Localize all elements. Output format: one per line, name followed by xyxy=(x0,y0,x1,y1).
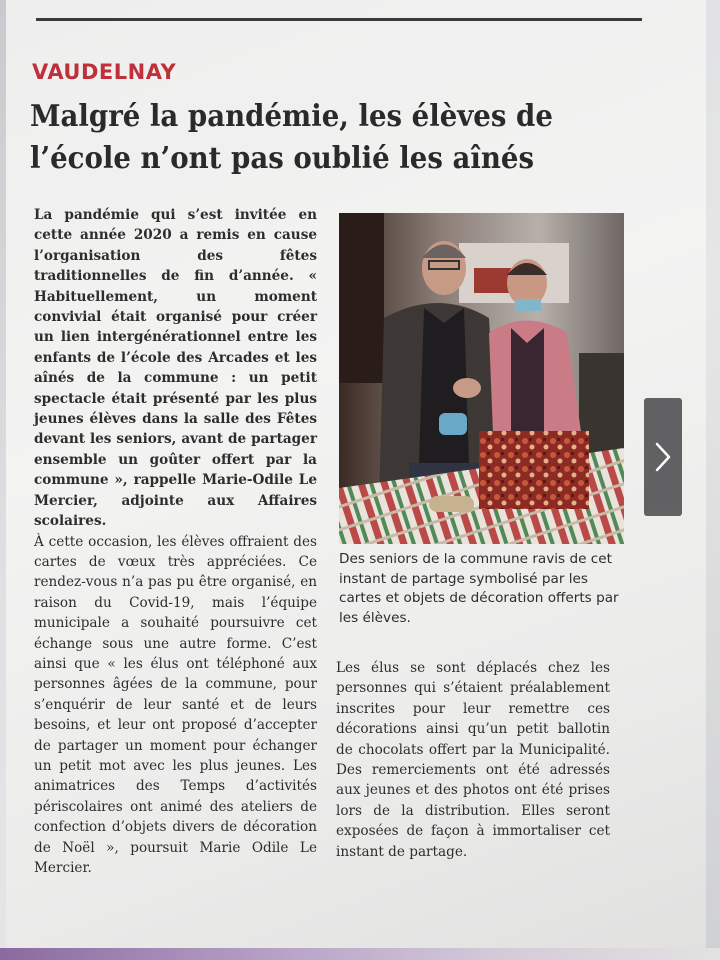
article-column-right xyxy=(336,658,610,862)
screen-bottom-edge xyxy=(0,948,720,960)
photo-caption: Des seniors de la commune ravis de cet instant de partage symbolisé par les cartes et objets de décoration offerts par les élèves. xyxy=(339,551,619,626)
article-headline: Malgré la pandémie, les élèves de l’école n’ont pas oublié les aînés xyxy=(30,99,553,176)
chevron-right-icon xyxy=(654,441,672,473)
next-image-button[interactable] xyxy=(644,398,682,516)
article-body-part2: Les élus se sont déplacés chez les personnes qui s’étaient préalablement inscrites pour leur remettre ces décorations ainsi qu’un petit ballotin de chocolats offert par la Municipalité. Des remerciements ont été adressés aux jeunes et des photos ont été prises lors de la distribution. Elles seront exposées de façon à immortaliser cet instant de partage. xyxy=(336,660,610,860)
article-column-left xyxy=(34,205,317,878)
seniors-photo-illustration xyxy=(339,213,624,544)
article-body-part1: À cette occasion, les élèves offraient des cartes de vœux très appréciées. Ce rendez-vous n’a pas pu être organisé, en raison du Covid-19, mais l’équipe municipale a souhaité poursuivre cet échange sous une autre forme. C’est ainsi que « les élus ont téléphoné aux personnes âgées de la commune, pour s’enquérir de leur santé et de leurs besoins, et leur ont proposé d’accepter de partager un moment pour échanger un petit mot avec les plus jeunes. Les animatrices des Temps d’activités périscolaires ont animé des ateliers de confection d’objets divers de décoration de Noël », poursuit Marie Odile Le Mercier. xyxy=(34,533,317,876)
article-photo xyxy=(339,213,624,544)
article-kicker: VAUDELNAY xyxy=(32,60,177,84)
article-lead: La pandémie qui s’est invitée en cette année 2020 a remis en cause l’organisation des fêtes traditionnelles de fin d’année. « Habituellement, un moment convivial était organisé pour créer un lien intergénérationnel entre les enfants de l’école des Arcades et les aînés de la commune : un petit spectacle était présenté par les plus jeunes élèves dans la salle des Fêtes devant les seniors, avant de partager ensemble un goûter offert par la commune », rappelle Marie-Odile Le Mercier, adjointe aux Affaires scolaires. xyxy=(34,207,317,530)
top-rule xyxy=(36,18,642,21)
